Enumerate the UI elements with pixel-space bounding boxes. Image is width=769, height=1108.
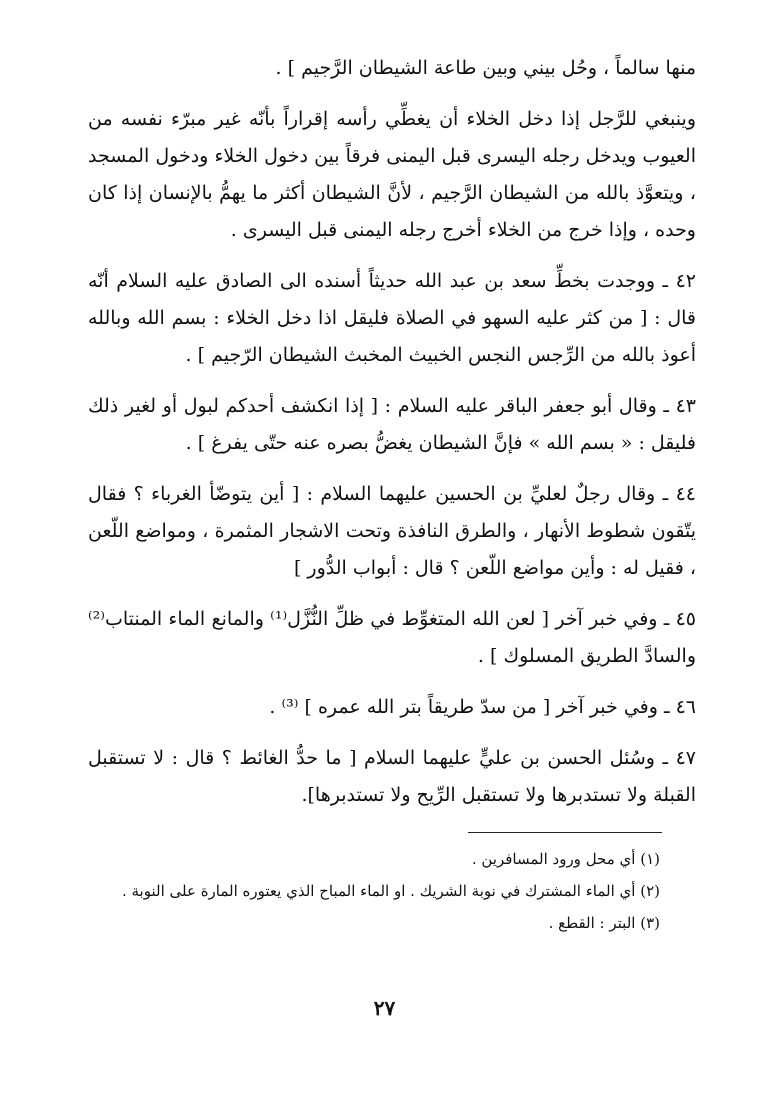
paragraph-hadith-42: ٤٢ ـ ووجدت بخطِّ سعد بن عبد الله حديثاً أسنده الى الصادق عليه السلام أنّه قال : [ من كثر عليه السهو في الصلاة فليقل اذا دخل الخلاء : بسم الله وبالله أعوذ بالله من الرِّجس النجس الخبيث المخبث الشيطان الرّجيم ] . bbox=[88, 270, 696, 366]
page-number: ٢٧ bbox=[373, 996, 396, 1020]
paragraph-prayer-ending: منها سالماً ، وحُل بيني وبين طاعة الشيطان الرَّجيم ] . bbox=[275, 57, 696, 79]
footnotes bbox=[100, 846, 660, 942]
footnote-divider bbox=[468, 832, 662, 833]
footnote-1: (١) أي محل ورود المسافرين . bbox=[471, 850, 660, 868]
footnote-2: (٢) أي الماء المشترك في نوبة الشريك . او الماء المباح الذي يعتوره المارة على النوبة . bbox=[121, 882, 660, 900]
paragraph-hadith-43: ٤٣ ـ وقال أبو جعفر الباقر عليه السلام : [ إذا انكشف أحدكم لبول أو لغير ذلك فليقل : « بسم الله » فإنَّ الشيطان يغضُّ بصره عنه حتّى يفرغ ] . bbox=[88, 395, 696, 454]
paragraph-hadith-45: ٤٥ ـ وفي خبر آخر [ لعن الله المتغوِّط في ظلِّ النُّزَّل⁽¹⁾ والمانع الماء المنتاب⁽²⁾ والسادَّ الطريق المسلوك ] . bbox=[88, 608, 696, 667]
paragraph-hadith-46: ٤٦ ـ وفي خبر آخر [ من سدّ طريقاً بتر الله عمره ] ⁽³⁾ . bbox=[269, 696, 696, 718]
paragraph-toilet-etiquette: وينبغي للرَّجل إذا دخل الخلاء أن يغطِّي رأسه إقراراً بأنّه غير مبرّء نفسه من العيوب ويدخل رجله اليسرى قبل اليمنى فرقاً بين دخول الخلاء ودخول المسجد ، ويتعوَّذ بالله من الشيطان الرَّجيم ، لأنَّ الشيطان أكثر ما يهمُّ بالإنسان إذا كان وحده ، وإذا خرج من الخلاء أخرج رجله اليمنى قبل اليسرى . bbox=[88, 108, 696, 241]
paragraph-hadith-47: ٤٧ ـ وسُئل الحسن بن عليٍّ عليهما السلام [ ما حدُّ الغائط ؟ قال : لا تستقبل القبلة ولا تستدبرها ولا تستقبل الرِّيح ولا تستدبرها]. bbox=[88, 747, 696, 806]
body-text bbox=[88, 50, 696, 828]
paragraph-hadith-44: ٤٤ ـ وقال رجلٌ لعليِّ بن الحسين عليهما السلام : [ أين يتوضّأ الغرباء ؟ فقال يتّقون شطوط الأنهار ، والطرق النافذة وتحت الاشجار المثمرة ، ومواضع اللّعن ، فقيل له : وأين مواضع اللّعن ؟ قال : أبواب الدُّور ] bbox=[88, 483, 696, 579]
footnote-3: (٣) البتر : القطع . bbox=[548, 914, 660, 932]
